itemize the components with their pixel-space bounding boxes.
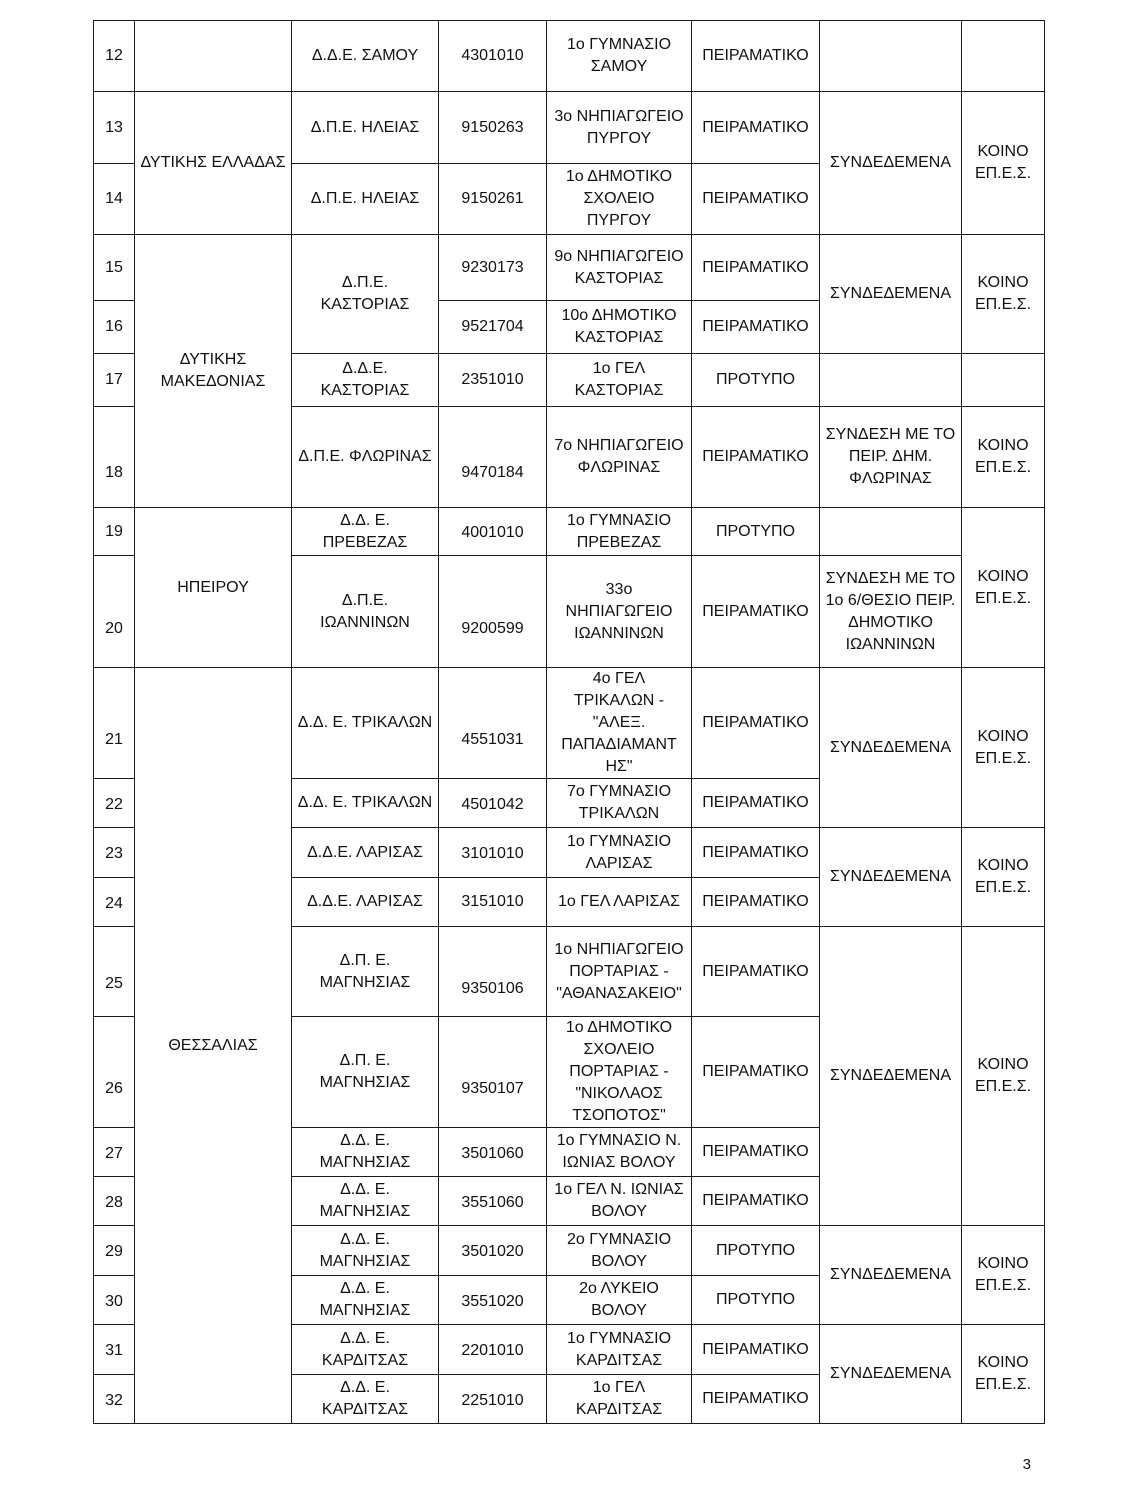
directorate-cell: Δ.Π.Ε. ΗΛΕΙΑΣ [292, 164, 439, 235]
row-number: 19 [94, 508, 135, 556]
directorate-cell: Δ.Δ. Ε. ΤΡΙΚΑΛΩΝ [292, 779, 439, 828]
school-type: ΠΕΙΡΑΜΑΤΙΚΟ [692, 92, 820, 164]
directorate-cell: Δ.Π.Ε. ΦΛΩΡΙΝΑΣ [292, 407, 439, 508]
school-name: 1ο ΓΥΜΝΑΣΙΟ ΠΡΕΒΕΖΑΣ [547, 508, 692, 556]
school-name: 1ο ΓΕΛ ΚΑΣΤΟΡΙΑΣ [547, 354, 692, 407]
school-type: ΠΕΙΡΑΜΑΤΙΚΟ [692, 235, 820, 301]
directorate-cell: Δ.Π.Ε. ΙΩΑΝΝΙΝΩΝ [292, 556, 439, 668]
school-type: ΠΡΟΤΥΠΟ [692, 354, 820, 407]
school-type: ΠΕΙΡΑΜΑΤΙΚΟ [692, 878, 820, 927]
school-type: ΠΕΙΡΑΜΑΤΙΚΟ [692, 164, 820, 235]
school-code: 4551031 [439, 668, 547, 779]
school-type: ΠΕΙΡΑΜΑΤΙΚΟ [692, 927, 820, 1017]
connection-cell: ΣΥΝΔΕΔΕΜΕΝΑ [820, 1325, 962, 1424]
school-code: 9150261 [439, 164, 547, 235]
school-type: ΠΕΙΡΑΜΑΤΙΚΟ [692, 556, 820, 668]
row-number: 23 [94, 828, 135, 878]
school-type: ΠΡΟΤΥΠΟ [692, 508, 820, 556]
school-code: 3501020 [439, 1226, 547, 1276]
school-type: ΠΕΙΡΑΜΑΤΙΚΟ [692, 1128, 820, 1177]
school-type: ΠΕΙΡΑΜΑΤΙΚΟ [692, 21, 820, 92]
page-number: 3 [1022, 1456, 1031, 1473]
school-code: 9350107 [439, 1017, 547, 1128]
common-cell: ΚΟΙΝΟ ΕΠ.Ε.Σ. [962, 1325, 1045, 1424]
school-code: 2251010 [439, 1375, 547, 1424]
directorate-cell: Δ.Δ. Ε. ΜΑΓΝΗΣΙΑΣ [292, 1276, 439, 1325]
directorate-cell: Δ.Δ. Ε. ΚΑΡΔΙΤΣΑΣ [292, 1325, 439, 1375]
school-name: 7ο ΝΗΠΙΑΓΩΓΕΙΟ ΦΛΩΡΙΝΑΣ [547, 407, 692, 508]
connection-cell [820, 354, 962, 407]
connection-cell: ΣΥΝΔΕΔΕΜΕΝΑ [820, 1226, 962, 1325]
connection-cell: ΣΥΝΔΕΔΕΜΕΝΑ [820, 92, 962, 235]
region-cell: ΔΥΤΙΚΗΣ ΕΛΛΑΔΑΣ [135, 92, 292, 235]
directorate-cell: Δ.Δ. Ε. ΤΡΙΚΑΛΩΝ [292, 668, 439, 779]
directorate-cell: Δ.Δ.Ε. ΛΑΡΙΣΑΣ [292, 878, 439, 927]
common-cell [962, 21, 1045, 92]
row-number: 32 [94, 1375, 135, 1424]
school-code: 9200599 [439, 556, 547, 668]
school-name: 33ο ΝΗΠΙΑΓΩΓΕΙΟ ΙΩΑΝΝΙΝΩΝ [547, 556, 692, 668]
row-number: 27 [94, 1128, 135, 1177]
common-cell: ΚΟΙΝΟ ΕΠ.Ε.Σ. [962, 407, 1045, 508]
school-code: 4001010 [439, 508, 547, 556]
row-number: 28 [94, 1177, 135, 1226]
table-row [94, 668, 1045, 779]
school-type: ΠΕΙΡΑΜΑΤΙΚΟ [692, 1375, 820, 1424]
school-code: 9521704 [439, 301, 547, 354]
row-number: 31 [94, 1325, 135, 1375]
school-name: 1ο ΔΗΜΟΤΙΚΟ ΣΧΟΛΕΙΟ ΠΥΡΓΟΥ [547, 164, 692, 235]
school-code: 9150263 [439, 92, 547, 164]
directorate-cell: Δ.Δ.Ε. ΚΑΣΤΟΡΙΑΣ [292, 354, 439, 407]
school-type: ΠΕΙΡΑΜΑΤΙΚΟ [692, 407, 820, 508]
row-number: 14 [94, 164, 135, 235]
row-number: 12 [94, 21, 135, 92]
row-number: 24 [94, 878, 135, 927]
directorate-cell: Δ.Δ. Ε. ΜΑΓΝΗΣΙΑΣ [292, 1177, 439, 1226]
directorate-cell: Δ.Δ. Ε. ΜΑΓΝΗΣΙΑΣ [292, 1128, 439, 1177]
school-type: ΠΕΙΡΑΜΑΤΙΚΟ [692, 1177, 820, 1226]
school-type: ΠΕΙΡΑΜΑΤΙΚΟ [692, 301, 820, 354]
school-name: 1ο ΓΥΜΝΑΣΙΟ Ν. ΙΩΝΙΑΣ ΒΟΛΟΥ [547, 1128, 692, 1177]
row-number: 29 [94, 1226, 135, 1276]
school-name: 1ο ΓΕΛ ΚΑΡΔΙΤΣΑΣ [547, 1375, 692, 1424]
row-number: 15 [94, 235, 135, 301]
common-cell: ΚΟΙΝΟ ΕΠ.Ε.Σ. [962, 668, 1045, 828]
directorate-cell: Δ.Π. Ε. ΜΑΓΝΗΣΙΑΣ [292, 1017, 439, 1128]
row-number: 13 [94, 92, 135, 164]
row-number: 16 [94, 301, 135, 354]
school-code: 2351010 [439, 354, 547, 407]
connection-cell: ΣΥΝΔΕΔΕΜΕΝΑ [820, 668, 962, 828]
school-code: 3151010 [439, 878, 547, 927]
common-cell: ΚΟΙΝΟ ΕΠ.Ε.Σ. [962, 1226, 1045, 1325]
school-code: 4301010 [439, 21, 547, 92]
common-cell: ΚΟΙΝΟ ΕΠ.Ε.Σ. [962, 927, 1045, 1226]
connection-cell: ΣΥΝΔΕΔΕΜΕΝΑ [820, 828, 962, 927]
common-cell: ΚΟΙΝΟ ΕΠ.Ε.Σ. [962, 508, 1045, 668]
school-type: ΠΕΙΡΑΜΑΤΙΚΟ [692, 668, 820, 779]
school-type: ΠΕΙΡΑΜΑΤΙΚΟ [692, 1017, 820, 1128]
row-number: 18 [94, 407, 135, 508]
school-code: 4501042 [439, 779, 547, 828]
row-number: 22 [94, 779, 135, 828]
connection-cell: ΣΥΝΔΕΔΕΜΕΝΑ [820, 235, 962, 354]
directorate-cell: Δ.Δ. Ε. ΚΑΡΔΙΤΣΑΣ [292, 1375, 439, 1424]
school-name: 1ο ΓΕΛ Ν. ΙΩΝΙΑΣ ΒΟΛΟΥ [547, 1177, 692, 1226]
row-number: 17 [94, 354, 135, 407]
row-number: 30 [94, 1276, 135, 1325]
school-name: 7ο ΓΥΜΝΑΣΙΟ ΤΡΙΚΑΛΩΝ [547, 779, 692, 828]
school-name: 3ο ΝΗΠΙΑΓΩΓΕΙΟ ΠΥΡΓΟΥ [547, 92, 692, 164]
school-code: 3501060 [439, 1128, 547, 1177]
school-name: 2ο ΓΥΜΝΑΣΙΟ ΒΟΛΟΥ [547, 1226, 692, 1276]
directorate-cell: Δ.Δ.Ε. ΛΑΡΙΣΑΣ [292, 828, 439, 878]
school-name: 9ο ΝΗΠΙΑΓΩΓΕΙΟ ΚΑΣΤΟΡΙΑΣ [547, 235, 692, 301]
schools-table [93, 20, 1045, 1424]
school-name: 2ο ΛΥΚΕΙΟ ΒΟΛΟΥ [547, 1276, 692, 1325]
school-code: 3551020 [439, 1276, 547, 1325]
directorate-cell: Δ.Π.Ε. ΗΛΕΙΑΣ [292, 92, 439, 164]
region-cell: ΗΠΕΙΡΟΥ [135, 508, 292, 668]
school-type: ΠΡΟΤΥΠΟ [692, 1276, 820, 1325]
school-code: 3551060 [439, 1177, 547, 1226]
row-number: 21 [94, 668, 135, 779]
directorate-cell: Δ.Δ. Ε. ΠΡΕΒΕΖΑΣ [292, 508, 439, 556]
connection-cell [820, 508, 962, 556]
connection-cell: ΣΥΝΔΕΣΗ ΜΕ ΤΟ ΠΕΙΡ. ΔΗΜ. ΦΛΩΡΙΝΑΣ [820, 407, 962, 508]
school-name: 1ο ΓΕΛ ΛΑΡΙΣΑΣ [547, 878, 692, 927]
common-cell: ΚΟΙΝΟ ΕΠ.Ε.Σ. [962, 828, 1045, 927]
directorate-cell: Δ.Δ.Ε. ΣΑΜΟΥ [292, 21, 439, 92]
school-name: 1ο ΓΥΜΝΑΣΙΟ ΚΑΡΔΙΤΣΑΣ [547, 1325, 692, 1375]
table-row [94, 92, 1045, 164]
school-code: 2201010 [439, 1325, 547, 1375]
region-cell: ΘΕΣΣΑΛΙΑΣ [135, 668, 292, 1424]
region-cell [135, 21, 292, 92]
table-row [94, 508, 1045, 556]
school-name: 1ο ΝΗΠΙΑΓΩΓΕΙΟ ΠΟΡΤΑΡΙΑΣ - "ΑΘΑΝΑΣΑΚΕΙΟ" [547, 927, 692, 1017]
row-number: 25 [94, 927, 135, 1017]
row-number: 26 [94, 1017, 135, 1128]
common-cell: ΚΟΙΝΟ ΕΠ.Ε.Σ. [962, 92, 1045, 235]
school-name: 10ο ΔΗΜΟΤΙΚΟ ΚΑΣΤΟΡΙΑΣ [547, 301, 692, 354]
connection-cell: ΣΥΝΔΕΔΕΜΕΝΑ [820, 927, 962, 1226]
region-cell: ΔΥΤΙΚΗΣ ΜΑΚΕΔΟΝΙΑΣ [135, 235, 292, 508]
school-code: 3101010 [439, 828, 547, 878]
directorate-cell: Δ.Π. Ε. ΜΑΓΝΗΣΙΑΣ [292, 927, 439, 1017]
directorate-cell: Δ.Π.Ε. ΚΑΣΤΟΡΙΑΣ [292, 235, 439, 354]
school-type: ΠΕΙΡΑΜΑΤΙΚΟ [692, 1325, 820, 1375]
school-name: 1ο ΓΥΜΝΑΣΙΟ ΣΑΜΟΥ [547, 21, 692, 92]
table-row [94, 21, 1045, 92]
table-row [94, 235, 1045, 301]
common-cell: ΚΟΙΝΟ ΕΠ.Ε.Σ. [962, 235, 1045, 354]
school-code: 9350106 [439, 927, 547, 1017]
connection-cell [820, 21, 962, 92]
common-cell [962, 354, 1045, 407]
school-name: 1ο ΔΗΜΟΤΙΚΟ ΣΧΟΛΕΙΟ ΠΟΡΤΑΡΙΑΣ - "ΝΙΚΟΛΑΟΣ ΤΣΟΠΟΤΟΣ" [547, 1017, 692, 1128]
school-type: ΠΡΟΤΥΠΟ [692, 1226, 820, 1276]
school-code: 9470184 [439, 407, 547, 508]
directorate-cell: Δ.Δ. Ε. ΜΑΓΝΗΣΙΑΣ [292, 1226, 439, 1276]
row-number: 20 [94, 556, 135, 668]
school-name: 4ο ΓΕΛ ΤΡΙΚΑΛΩΝ - "ΑΛΕΞ. ΠΑΠΑΔΙΑΜΑΝΤ ΗΣ" [547, 668, 692, 779]
connection-cell: ΣΥΝΔΕΣΗ ΜΕ ΤΟ 1ο 6/ΘΕΣΙΟ ΠΕΙΡ. ΔΗΜΟΤΙΚΟ ΙΩΑΝΝΙΝΩΝ [820, 556, 962, 668]
school-code: 9230173 [439, 235, 547, 301]
school-type: ΠΕΙΡΑΜΑΤΙΚΟ [692, 779, 820, 828]
school-type: ΠΕΙΡΑΜΑΤΙΚΟ [692, 828, 820, 878]
school-name: 1ο ΓΥΜΝΑΣΙΟ ΛΑΡΙΣΑΣ [547, 828, 692, 878]
